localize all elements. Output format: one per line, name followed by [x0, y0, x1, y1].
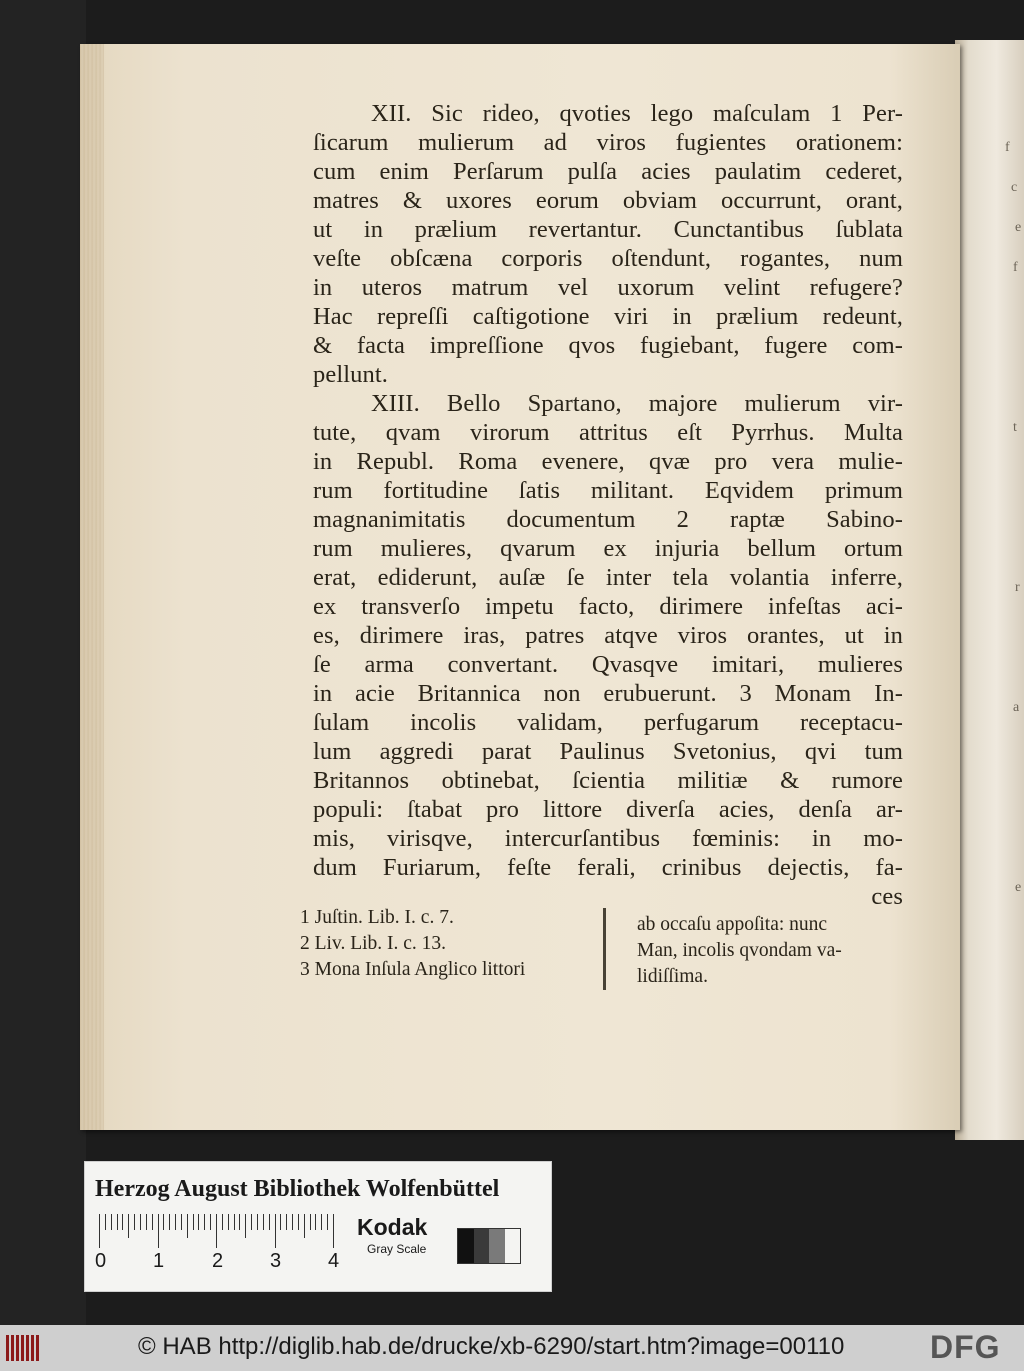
ruler-tick	[140, 1214, 141, 1230]
ruler-tick	[257, 1214, 258, 1230]
ruler-tick	[263, 1214, 264, 1230]
ruler-tick	[210, 1214, 211, 1230]
text-line: dum Furiarum, feſte ferali, crinibus dejectis, fa-	[313, 854, 903, 881]
text-line: ex transverſo impetu facto, dirimere infeſtas aci-	[313, 593, 903, 620]
gray-patch	[458, 1229, 474, 1263]
ruler-tick	[315, 1214, 316, 1230]
text-line: magnanimitatis documentum 2 raptæ Sabino-	[313, 506, 903, 533]
ruler-tick	[158, 1214, 159, 1248]
text-line: & facta impreſſione qvos fugiebant, fugere com-	[313, 332, 903, 359]
kodak-logo: Kodak	[357, 1214, 428, 1240]
ruler-tick	[181, 1214, 182, 1230]
gray-scale-label: Gray Scale	[367, 1242, 427, 1256]
text-line: veſte obſcæna corporis oſtendunt, rogantes, num	[313, 245, 903, 272]
ruler-tick	[128, 1214, 129, 1238]
text-line: rum fortitudine ſatis militant. Eqvidem primum	[313, 477, 903, 504]
copyright-link[interactable]: © HAB http://diglib.hab.de/drucke/xb-6290/start.htm?image=00110	[138, 1333, 845, 1360]
ruler-number: 1	[153, 1250, 165, 1272]
text-line: ſicarum mulierum ad viros fugientes orationem:	[313, 129, 903, 156]
ruler-tick	[310, 1214, 311, 1230]
text-line: cum enim Perſarum pulſa acies paulatim cederet,	[313, 158, 903, 185]
footnote: 2 Liv. Lib. I. c. 13.	[300, 933, 447, 954]
text-line: ſulam incolis validam, perfugarum receptacu-	[313, 709, 903, 736]
ruler-tick	[292, 1214, 293, 1230]
ruler-tick	[286, 1214, 287, 1230]
catchword: ces	[871, 883, 903, 910]
ruler-tick	[187, 1214, 188, 1238]
ruler-tick	[163, 1214, 164, 1230]
ruler-tick	[228, 1214, 229, 1230]
ruler-tick	[216, 1214, 217, 1248]
ruler-tick	[245, 1214, 246, 1238]
gray-patches	[457, 1228, 521, 1264]
ruler-tick	[152, 1214, 153, 1230]
text-line: rum mulieres, qvarum ex injuria bellum ortum	[313, 535, 903, 562]
ruler-tick	[99, 1214, 100, 1248]
ruler-tick	[193, 1214, 194, 1230]
gray-patch	[505, 1229, 521, 1263]
ruler-tick	[134, 1214, 135, 1230]
ruler-tick	[222, 1214, 223, 1230]
text-line: XIII. Bello Spartano, majore mulierum vir-	[371, 390, 903, 417]
ruler-number: 4	[328, 1250, 340, 1272]
gray-patch	[474, 1229, 490, 1263]
ruler-tick	[204, 1214, 205, 1230]
text-line: erat, ediderunt, auſæ ſe inter tela volantia inferre,	[313, 564, 903, 591]
scan-background-left	[0, 0, 86, 1325]
ruler-tick	[333, 1214, 334, 1248]
ruler-tick	[169, 1214, 170, 1230]
ruler-numbers	[95, 1250, 365, 1276]
text-line: Hac repreſſi caſtigotione viri in prælium redeunt,	[313, 303, 903, 330]
ruler-tick	[298, 1214, 299, 1230]
ruler-tick	[280, 1214, 281, 1230]
dfg-logo: DFG	[930, 1329, 1001, 1365]
page-stack-edge	[80, 44, 104, 1130]
text-line: matres & uxores eorum obviam occurrunt, orant,	[313, 187, 903, 214]
footnote: 1 Juſtin. Lib. I. c. 7.	[300, 907, 454, 928]
ruler-tick	[175, 1214, 176, 1230]
text-line: pellunt.	[313, 361, 388, 388]
text-line: populi: ſtabat pro littore diverſa acies, denſa ar-	[313, 796, 903, 823]
ruler-tick	[111, 1214, 112, 1230]
ruler-tick	[304, 1214, 305, 1238]
text-line: ſe arma convertant. Qvasqve imitari, mulieres	[313, 651, 903, 678]
text-line: mis, virisqve, intercurſantibus fœminis: in mo-	[313, 825, 903, 852]
ruler-tick	[117, 1214, 118, 1230]
adjacent-page-edge: f c e f t r a e	[955, 40, 1024, 1140]
hab-logo-icon	[6, 1335, 46, 1361]
footnote-continuation: lidiſſima.	[637, 966, 708, 987]
library-name: Herzog August Bibliothek Wolfenbüttel	[95, 1176, 500, 1202]
text-line: tute, qvam virorum attritus eſt Pyrrhus. Multa	[313, 419, 903, 446]
ruler-number: 0	[95, 1250, 107, 1272]
footnotes-right-column	[637, 912, 907, 990]
text-line: in Republ. Roma evenere, qvæ pro vera mulie-	[313, 448, 903, 475]
ruler-tick	[234, 1214, 235, 1230]
footnote-continuation: Man, incolis qvondam va-	[637, 940, 842, 961]
ruler-tick	[122, 1214, 123, 1230]
text-line: XII. Sic rideo, qvoties lego maſculam 1 Per-	[371, 100, 903, 127]
gray-patch	[489, 1229, 505, 1263]
footnote-divider	[603, 908, 606, 990]
text-line: Britannos obtinebat, ſcientia militiæ & rumore	[313, 767, 903, 794]
ruler-tick	[198, 1214, 199, 1230]
text-line: lum aggredi parat Paulinus Svetonius, qvi tum	[313, 738, 903, 765]
text-line: in uteros matrum vel uxorum velint refugere?	[313, 274, 903, 301]
footnotes-left-column	[300, 905, 600, 983]
ruler-tick	[105, 1214, 106, 1230]
footer-bar	[0, 1325, 1024, 1371]
footnote: 3 Mona Inſula Anglico littori	[300, 959, 526, 980]
footnote-continuation: ab occaſu appoſita: nunc	[637, 914, 828, 935]
ruler-tick	[146, 1214, 147, 1230]
text-line: ut in prælium revertantur. Cunctantibus ſublata	[313, 216, 903, 243]
ruler-tick	[269, 1214, 270, 1230]
ruler-tick	[239, 1214, 240, 1230]
text-line: in acie Britannica non erubuerunt. 3 Monam In-	[313, 680, 903, 707]
text-line: es, dirimere iras, patres atqve viros orantes, ut in	[313, 622, 903, 649]
color-calibration-card	[84, 1161, 552, 1292]
ruler-tick	[275, 1214, 276, 1248]
ruler-number: 2	[212, 1250, 224, 1272]
ruler-tick	[251, 1214, 252, 1230]
ruler-tick	[327, 1214, 328, 1230]
ruler-tick	[321, 1214, 322, 1230]
ruler-scale	[99, 1214, 339, 1248]
ruler-number: 3	[270, 1250, 282, 1272]
